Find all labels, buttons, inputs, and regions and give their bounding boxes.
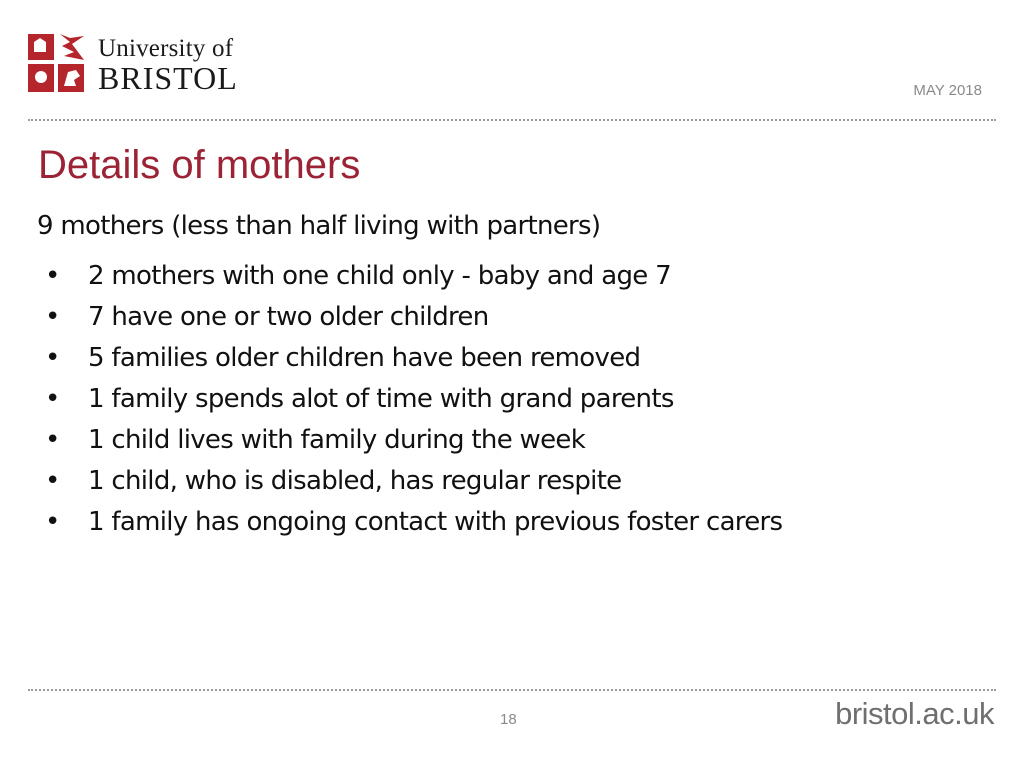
bullet-icon: • bbox=[45, 302, 60, 332]
slide-date: MAY 2018 bbox=[913, 82, 982, 99]
logo-wordmark bbox=[98, 36, 238, 94]
logo-line-bristol: BRISTOL bbox=[98, 60, 238, 96]
footer-divider bbox=[28, 689, 996, 691]
bullet-text: 1 child lives with family during the week bbox=[88, 425, 586, 455]
bullet-text: 2 mothers with one child only - baby and age 7 bbox=[88, 261, 671, 291]
bullet-icon: • bbox=[45, 466, 60, 496]
bullet-text: 7 have one or two older children bbox=[88, 302, 489, 332]
page-number: 18 bbox=[500, 711, 517, 728]
university-logo bbox=[26, 30, 256, 100]
bullet-icon: • bbox=[45, 261, 60, 291]
slide-title: Details of mothers bbox=[38, 143, 361, 187]
slide-subtitle: 9 mothers (less than half living with partners) bbox=[37, 211, 601, 241]
university-crest-icon bbox=[26, 30, 88, 96]
bullet-icon: • bbox=[45, 507, 60, 537]
bullet-icon: • bbox=[45, 384, 60, 414]
bullet-icon: • bbox=[45, 425, 60, 455]
logo-line-university: University of bbox=[98, 35, 234, 62]
header-divider bbox=[28, 119, 996, 121]
bullet-text: 1 family has ongoing contact with previous foster carers bbox=[88, 507, 783, 537]
bullet-text: 1 family spends alot of time with grand parents bbox=[88, 384, 674, 414]
bullet-text: 5 families older children have been removed bbox=[88, 343, 641, 373]
bullet-text: 1 child, who is disabled, has regular respite bbox=[88, 466, 622, 496]
website-url: bristol.ac.uk bbox=[835, 696, 994, 731]
bullet-icon: • bbox=[45, 343, 60, 373]
